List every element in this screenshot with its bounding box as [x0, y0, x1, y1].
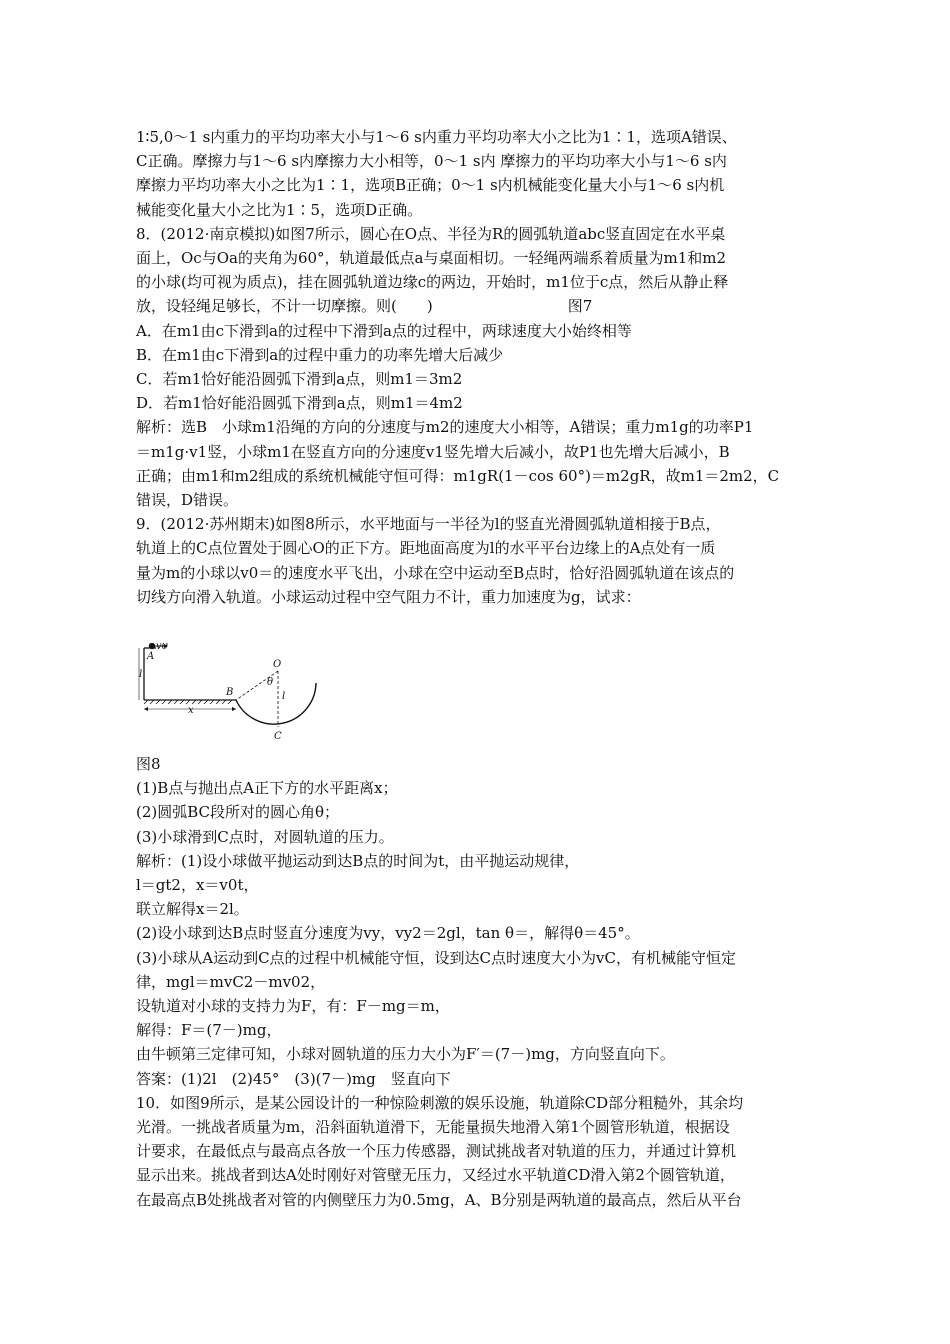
option-d: D．若m1恰好能沿圆弧下滑到a点，则m1＝4m2 [136, 394, 463, 413]
text-line: 的小球(均可视为质点)，挂在圆弧轨道边缘c的两边，开始时，m1位于c点，然后从静止释 [136, 273, 729, 292]
text-line: 面上，Oc与Oa的夹角为60°，轨道最低点a与桌面相切。一轻绳两端系着质量为m1和m2 [136, 249, 727, 268]
option-b: B．在m1由c下滑到a的过程中重力的功率先增大后减少 [136, 345, 504, 364]
solution-line: l＝gt2，x＝v0t， [136, 876, 259, 895]
label-theta: θ [267, 677, 274, 688]
solution-line: 设轨道对小球的支持力为F，有：F－mg＝m， [136, 997, 450, 1016]
solution-line: 解得：F＝(7－)mg， [136, 1021, 282, 1040]
sub-question-1: (1)B点与抛出点A正下方的水平距离x； [136, 779, 398, 798]
text-block-bottom [136, 752, 826, 1212]
x-arrow-left [144, 707, 148, 711]
label-l-right: l [282, 691, 286, 702]
text-line: 1∶5,0～1 s内重力的平均功率大小与1～6 s内重力平均功率大小之比为1∶1，选项A错误、 [136, 128, 737, 146]
text-line: 显示出来。挑战者到达A处时刚好对管壁无压力，又经过水平轨道CD滑入第2个圆管轨道， [136, 1166, 735, 1185]
label-c: C [274, 731, 282, 742]
x-arrow-right [232, 707, 236, 711]
option-c: C．若m1恰好能沿圆弧下滑到a点，则m1＝3m2 [136, 370, 463, 389]
text-line: C正确。摩擦力与1～6 s内摩擦力大小相等，0～1 s内 摩擦力的平均功率大小与1～6 s内 [136, 152, 727, 171]
solution-line: 正确；由m1和m2组成的系统机械能守恒可得：m1gR(1－cos 60°)＝m2gR，故m1＝2m2，C [136, 466, 780, 485]
sub-question-3: (3)小球滑到C点时，对圆轨道的压力。 [136, 827, 394, 846]
solution-line: (2)设小球到达B点时竖直分速度为vy，vy2＝2gl，tan θ＝，解得θ＝45°。 [136, 924, 640, 943]
solution-line: 由牛顿第三定律可知，小球对圆轨道的压力大小为F′＝(7－)mg，方向竖直向下。 [136, 1045, 675, 1064]
figure-caption: 图8 [136, 755, 161, 773]
ball-a [149, 643, 155, 649]
text-line: 在最高点B处挑战者对管的内侧壁压力为0.5mg，A、B分别是两轨道的最高点，然后从平台 [136, 1190, 742, 1209]
arc-track [236, 683, 316, 724]
solution-line: 联立解得x＝2l。 [136, 900, 249, 919]
label-v0: v0 [156, 643, 169, 652]
question-9-stem: 9．(2012·苏州期末)如图8所示，水平地面与一半径为l的竖直光滑圆弧轨道相接于B点， [136, 515, 721, 534]
figure-8-diagram [136, 643, 336, 743]
label-o: O [273, 659, 282, 670]
text-line: 放，设轻绳足够长，不计一切摩擦。则( ) 图7 [136, 297, 593, 316]
question-10-stem: 10．如图9所示，是某公园设计的一种惊险刺激的娱乐设施，轨道除CD部分粗糙外，其余均 [136, 1093, 744, 1112]
solution-line: 解析：(1)设小球做平抛运动到达B点的时间为t，由平抛运动规律， [136, 851, 580, 870]
answer-line: 答案：(1)2l (2)45° (3)(7－)mg 竖直向下 [136, 1069, 451, 1088]
label-b: B [226, 687, 234, 698]
option-a: A．在m1由c下滑到a的过程中下滑到a点的过程中，两球速度大小始终相等 [136, 321, 632, 340]
text-line: 械能变化量大小之比为1∶5，选项D正确。 [136, 200, 423, 219]
label-a: A [147, 651, 155, 662]
label-l-left: l [139, 669, 143, 680]
text-line: 量为m的小球以v0＝的速度水平飞出，小球在空中运动至B点时，恰好沿圆弧轨道在该点的 [136, 563, 735, 582]
label-x: x [188, 705, 194, 716]
solution-line: 错误，D错误。 [136, 491, 239, 510]
solution-line: 律，mgl＝mvC2－mv02， [136, 972, 326, 991]
sub-question-2: (2)圆弧BC段所对的圆心角θ； [136, 803, 340, 822]
text-line: 摩擦力平均功率大小之比为1∶1，选项B正确；0～1 s内机械能变化量大小与1～6 s内机 [136, 176, 725, 195]
text-line: 切线方向滑入轨道。小球运动过程中空气阻力不计，重力加速度为g，试求： [136, 587, 641, 606]
text-block-top [136, 125, 826, 609]
figure-8-svg [136, 643, 336, 743]
text-line: 光滑。一挑战者质量为m，沿斜面轨道滑下，无能量损失地滑入第1个圆管形轨道，根据设 [136, 1118, 730, 1137]
text-line: 计要求，在最低点与最高点各放一个压力传感器，测试挑战者对轨道的压力，并通过计算机 [136, 1142, 737, 1161]
question-8-stem: 8．(2012·南京模拟)如图7所示，圆心在O点、半径为R的圆弧轨道abc竖直固定在水平桌 [136, 224, 726, 243]
solution-line: (3)小球从A运动到C点的过程中机械能守恒，设到达C点时速度大小为vC，有机械能守恒定 [136, 948, 736, 967]
solution-line: 解析：选B 小球m1沿绳的方向的分速度与m2的速度大小相等，A错误；重力m1g的功率P1 [136, 418, 754, 437]
text-line: 轨道上的C点位置处于圆心O的正下方。距地面高度为l的水平平台边缘上的A点处有一质 [136, 539, 716, 558]
solution-line: ＝m1g·v1竖，小球m1在竖直方向的分速度v1竖先增大后减小，故P1也先增大后减小，B [136, 442, 730, 461]
